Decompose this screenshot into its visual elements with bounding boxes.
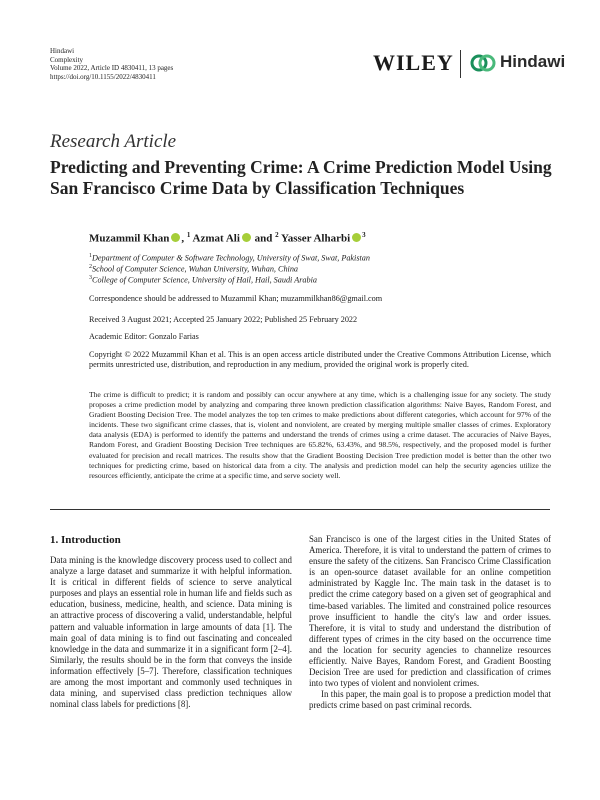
journal-line[interactable]: https://doi.org/10.1155/2022/4830411 [50, 72, 156, 81]
paragraph: In this paper, the main goal is to propose a prediction model that predicts crime based on past criminal records. [309, 689, 551, 711]
article-type: Research Article [50, 131, 177, 152]
paper-title: Predicting and Preventing Crime: A Crime Prediction Model Using San Francisco Crime Data by Classification Techniques [50, 157, 552, 198]
author-list: Muzammil Khan , $^1$ Azmat Ali and $^2$ Yasser Alharbi $^3$ [89, 231, 366, 245]
logo-divider [460, 50, 461, 78]
journal-line: Hindawi [50, 47, 75, 55]
affiliation: $^1$Department of Computer & Software Technology, University of Swat, Swat, Pakistan [89, 253, 370, 263]
left-column [50, 555, 292, 710]
section-heading: 1. Introduction [50, 534, 121, 546]
journal-line: Complexity [50, 55, 84, 64]
copyright-notice: Copyright © 2022 Muzammil Khan et al. This is an open access article distributed under the Creative Commons Attribution License, which permits unrestricted use, distribution, and reproduction in any medium, provided the original work is properly cited. [89, 350, 551, 370]
hindawi-logo-icon [470, 50, 496, 76]
affiliation: $^3$College of Computer Science, University of Hail, Hail, Saudi Arabia [89, 275, 317, 285]
academic-editor: Academic Editor: Gonzalo Farias [89, 332, 199, 341]
wiley-logo: WILEY [373, 50, 454, 75]
orcid-icon[interactable] [352, 233, 361, 242]
orcid-icon[interactable] [171, 233, 180, 242]
paragraph: San Francisco is one of the largest cities in the United States of America. Therefore, it is vital to understand the pattern of crimes to ensure the safety of the citizens. San Francisco Crime Classification is an open-source dataset available for an online competition administrated by Kaggle Inc. The main task in the dataset is to predict the crime category based on a given set of geographical and time-based variables. The limited and constrained police resources prove insufficient to handle the city's law and order issues. Therefore, it is vital to study and understand the distribution of different types of crimes in the city based on the occurrence time and the location for security agencies to channelize resources efficiently. Naive Bayes, Random Forest, and Gradient Boosting Decision Tree are used for prediction and classification of crimes into two types of violent and nonviolent crimes. [309, 534, 551, 689]
affiliation: $^2$School of Computer Science, Wuhan University, Wuhan, China [89, 264, 299, 274]
correspondence: Correspondence should be addressed to Muzammil Khan; muzammilkhan86@gmail.com [89, 294, 383, 303]
author-name: Azmat Ali [192, 232, 240, 245]
journal-header [50, 47, 173, 81]
section-divider [50, 509, 550, 510]
right-column [309, 534, 551, 712]
received-dates: Received 3 August 2021; Accepted 25 January 2022; Published 25 February 2022 [89, 315, 358, 324]
hindawi-wordmark: Hindawi [500, 52, 566, 71]
author-name: Yasser Alharbi [280, 232, 351, 245]
author-name: Muzammil Khan [89, 232, 170, 245]
orcid-icon[interactable] [242, 233, 251, 242]
paragraph: Data mining is the knowledge discovery process used to collect and analyze a large dataset and summarize it with helpful information. It is critical in different fields of science to serve analytical purposes and plays an essential role in human life and fields such as education, business, medicine, health, and science. Data mining is an attractive process of discovering a valid, understandable, helpful pattern and valuable information in large amounts of data [1]. The main goal of data mining is to find out fascinating and concealed knowledge in the data and summarize it in a significant form [2–4]. Similarly, the results should be in the form that conveys the inside information effectively [5–7]. Therefore, classification techniques are among the most important and commonly used techniques in data mining, and supervised class prediction techniques allow nominal class labels for predictions [8]. [50, 555, 292, 710]
abstract: The crime is difficult to predict; it is random and possibly can occur anywhere at any time, which is a challenging issue for any society. The study proposes a crime prediction model by analyzing and comparing three known prediction classification algorithms: Naive Bayes, Random Forest, and Gradient Boosting Decision Tree. The model analyzes the top ten crimes to make predictions about different categories, which account for 97% of the incidents. These two significant crime classes, that is, violent and nonviolent, are created by merging multiple smaller classes of crimes. Exploratory data analysis (EDA) is performed to identify the patterns and understand the trends of crimes using a crime dataset. The accuracies of Naive Bayes, Random Forest, and Gradient Boosting Decision Tree techniques are 65.82%, 63.43%, and 98.5%, respectively, and the proposed model is further evaluated for precision and recall matrices. The results show that the Gradient Boosting Decision Tree prediction model is better than the other two techniques for predicting crime, based on historical data from a city. The analysis and prediction model can help the security agencies utilize the resources efficiently, anticipate the crime at a specific time, and serve society well. [89, 390, 551, 480]
journal-line: Volume 2022, Article ID 4830411, 13 pages [50, 64, 174, 73]
